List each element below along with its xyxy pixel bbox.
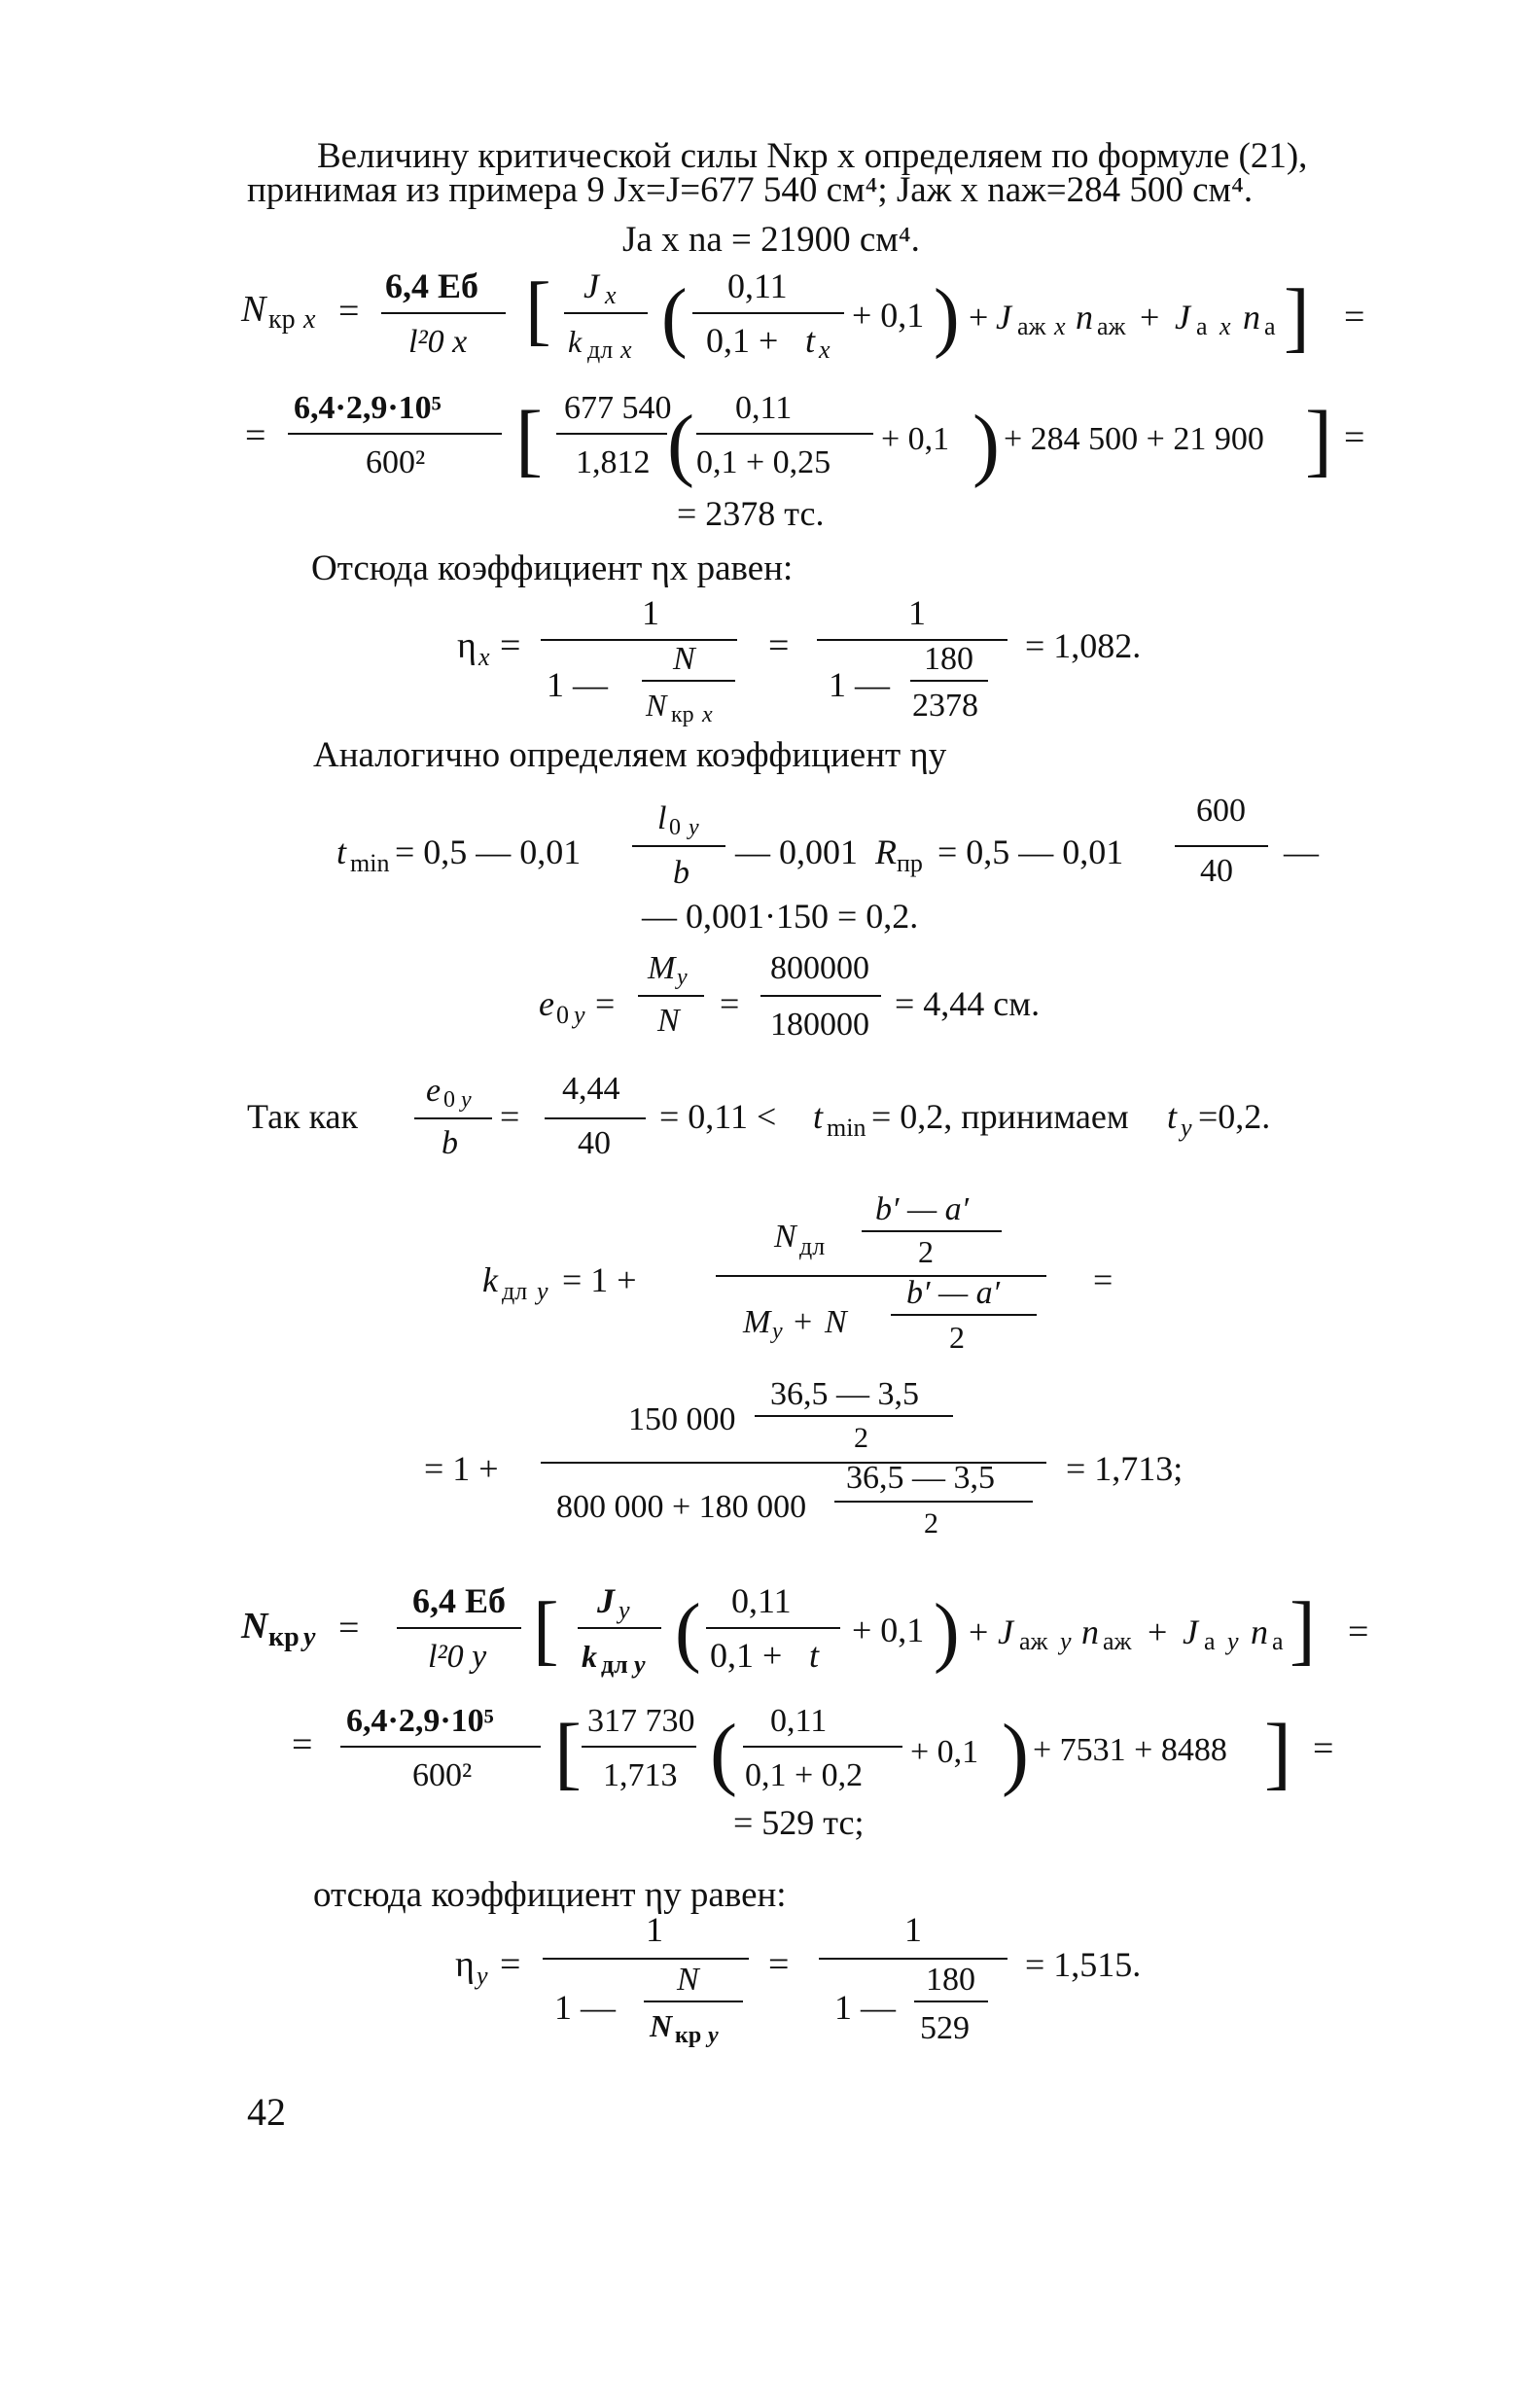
svg-text:=: = (720, 984, 740, 1023)
svg-text:600²: 600² (412, 1757, 473, 1793)
text-line-otsyuda-y: отсюда коэффициент ηy равен: (313, 1875, 787, 1915)
svg-text:x: x (1054, 312, 1066, 340)
svg-text:y: y (634, 1650, 646, 1679)
svg-text:+ 0,1: + 0,1 (881, 421, 950, 457)
svg-text:+: + (794, 1304, 813, 1340)
svg-text:N: N (241, 1606, 268, 1647)
svg-text:0,11: 0,11 (735, 390, 793, 426)
svg-text:= 0,2, принимаем: = 0,2, принимаем (871, 1097, 1129, 1136)
svg-text:кр: кр (671, 702, 694, 727)
nkry-num: 6,4 Eб (412, 1581, 507, 1620)
svg-text:а: а (1196, 312, 1208, 340)
svg-text:—: — (1284, 832, 1319, 871)
svg-text:+: + (1140, 298, 1160, 336)
svg-text:y: y (772, 1319, 783, 1344)
svg-text:J: J (583, 266, 599, 305)
svg-text:t: t (813, 1097, 824, 1136)
svg-text:= 529 тс;: = 529 тс; (733, 1803, 865, 1842)
svg-text:+ 0,1: + 0,1 (852, 296, 925, 335)
svg-text:y: y (689, 815, 699, 840)
svg-text:y: y (1227, 1627, 1239, 1655)
svg-text:N: N (646, 688, 667, 723)
svg-text:1: 1 (642, 593, 659, 632)
svg-text:180: 180 (924, 641, 973, 677)
svg-text:= 1,515.: = 1,515. (1025, 1945, 1142, 1984)
svg-text:0,11: 0,11 (731, 1581, 792, 1620)
svg-text:а: а (1204, 1627, 1216, 1655)
svg-text:=: = (292, 1724, 313, 1765)
svg-text:пр: пр (897, 849, 923, 877)
nkry-den: l²0 y (428, 1639, 487, 1675)
svg-text:=0,2.: =0,2. (1198, 1097, 1271, 1136)
svg-text:+: + (1148, 1612, 1168, 1651)
svg-text:=: = (500, 1097, 520, 1136)
svg-text:= 1 +: = 1 + (562, 1260, 637, 1299)
svg-text:6,4·2,9·10⁵: 6,4·2,9·10⁵ (294, 390, 442, 426)
svg-text:x: x (303, 304, 316, 335)
svg-text:+: + (969, 298, 989, 336)
svg-text:n: n (1243, 298, 1260, 336)
text-line-otsyuda: Отсюда коэффициент ηx равен: (311, 549, 794, 588)
svg-text:0,1 + 0,2: 0,1 + 0,2 (745, 1757, 864, 1793)
svg-text:40: 40 (578, 1125, 611, 1161)
svg-text:e: e (539, 984, 554, 1023)
svg-text:N: N (650, 2008, 673, 2043)
svg-text:дл: дл (799, 1232, 826, 1260)
svg-text:x: x (620, 336, 632, 364)
svg-text:k: k (582, 1639, 597, 1674)
svg-text:0: 0 (556, 1001, 569, 1029)
svg-text:[: [ (525, 267, 551, 353)
svg-text:1: 1 (908, 593, 926, 632)
svg-text:=: = (595, 984, 616, 1023)
svg-text:= 1,082.: = 1,082. (1025, 626, 1142, 665)
formula-etay (455, 1910, 1141, 2048)
svg-text:k: k (568, 324, 583, 359)
svg-text:y: y (537, 1277, 548, 1305)
svg-text:x: x (702, 702, 713, 727)
svg-text:N: N (774, 1219, 796, 1255)
svg-text:=: = (338, 1608, 360, 1648)
svg-text:529: 529 (920, 2010, 970, 2046)
formula-nkrx-values (245, 390, 1364, 533)
svg-text:кр: кр (268, 304, 296, 335)
svg-text:0,11: 0,11 (727, 266, 788, 305)
svg-text:800 000 + 180 000: 800 000 + 180 000 (556, 1489, 807, 1525)
svg-text:N: N (241, 289, 266, 330)
svg-text:M: M (743, 1304, 771, 1340)
svg-text:4,44: 4,44 (562, 1071, 620, 1107)
svg-text:1 —: 1 — (829, 665, 890, 704)
svg-text:аж: аж (1103, 1627, 1132, 1655)
svg-text:дл: дл (587, 336, 614, 364)
svg-text:): ) (1002, 1708, 1029, 1798)
svg-text:=: = (1344, 417, 1365, 458)
formula-etax (457, 593, 1141, 727)
svg-text:x: x (478, 643, 490, 671)
svg-text:= 0,11 <: = 0,11 < (659, 1097, 777, 1136)
svg-text:M: M (648, 950, 676, 986)
svg-text:180000: 180000 (770, 1007, 869, 1043)
svg-text:n: n (1251, 1612, 1268, 1651)
svg-text:кр: кр (675, 2023, 702, 2048)
svg-text:+ 284 500 + 21 900: + 284 500 + 21 900 (1004, 421, 1264, 457)
svg-text:а: а (1264, 312, 1276, 340)
svg-text:): ) (934, 274, 960, 360)
svg-text:J: J (1183, 1612, 1198, 1651)
svg-text:min: min (350, 849, 390, 877)
svg-text:η: η (455, 1944, 475, 1985)
svg-text:x: x (819, 336, 831, 364)
formula-tak-kak (247, 1071, 1270, 1161)
svg-text:2: 2 (854, 1422, 868, 1454)
svg-text:[: [ (533, 1587, 559, 1673)
page-number: 42 (247, 2090, 286, 2134)
svg-text:N: N (673, 641, 695, 677)
svg-text:кр: кр (268, 1622, 300, 1652)
svg-text:y: y (461, 1087, 472, 1113)
svg-text:150 000: 150 000 (628, 1401, 736, 1437)
svg-text:=: = (768, 625, 790, 666)
svg-text:(: ( (675, 1589, 701, 1675)
svg-text:y: y (477, 1962, 488, 1990)
svg-text:t: t (336, 832, 347, 871)
svg-text:аж: аж (1017, 312, 1046, 340)
svg-text:+ 0,1: + 0,1 (910, 1734, 979, 1770)
svg-text:e: e (426, 1073, 442, 1109)
formula-tmin (336, 793, 1320, 936)
svg-text:y: y (1060, 1627, 1072, 1655)
svg-text:]: ] (1264, 1708, 1291, 1798)
svg-text:дл: дл (502, 1277, 528, 1305)
svg-text:— 0,001: — 0,001 (735, 832, 858, 871)
svg-text:=: = (1344, 297, 1365, 337)
svg-text:t: t (805, 321, 816, 360)
text-line-2: принимая из примера 9 Jx=J=677 540 см⁴; Jаж x nаж=284 500 см⁴. (247, 170, 1254, 210)
svg-text:=: = (500, 625, 521, 666)
svg-text:x: x (605, 281, 617, 309)
svg-text:(: ( (710, 1708, 737, 1798)
svg-text:0,1 + 0,25: 0,1 + 0,25 (696, 444, 831, 480)
svg-text:дл: дл (601, 1650, 628, 1679)
svg-text:+: + (969, 1612, 989, 1651)
svg-text:+ 0,1: + 0,1 (852, 1611, 925, 1649)
svg-text:J: J (998, 1612, 1013, 1651)
formula-nkrx (240, 266, 1364, 364)
formula-e0y (539, 950, 1040, 1043)
svg-text:[: [ (515, 395, 543, 485)
formula-kdly (482, 1191, 1113, 1355)
svg-text:Так как: Так как (247, 1097, 358, 1136)
svg-text:36,5 — 3,5: 36,5 — 3,5 (846, 1460, 995, 1496)
svg-text:]: ] (1284, 274, 1310, 360)
svg-text:R: R (875, 832, 897, 871)
svg-text:2: 2 (918, 1234, 934, 1269)
svg-text:2: 2 (924, 1507, 938, 1540)
svg-text:1 —: 1 — (554, 1988, 616, 2027)
svg-text:N: N (677, 1962, 699, 1998)
svg-text:1: 1 (646, 1910, 663, 1949)
svg-text:J: J (996, 298, 1011, 336)
svg-text:η: η (457, 625, 477, 666)
svg-text:= 0,5 — 0,01: = 0,5 — 0,01 (937, 832, 1124, 871)
svg-text:0: 0 (443, 1087, 455, 1113)
svg-text:1 —: 1 — (834, 1988, 896, 2027)
svg-text:аж: аж (1097, 312, 1126, 340)
svg-text:b: b (673, 855, 689, 891)
formula-nkry (240, 1581, 1368, 1679)
formula-nkry-values (292, 1703, 1333, 1842)
svg-text:y: y (619, 1596, 630, 1624)
svg-text:1: 1 (904, 1910, 922, 1949)
svg-text:(: ( (661, 274, 688, 360)
svg-text:n: n (1081, 1612, 1099, 1651)
formula-kdly-values (424, 1376, 1183, 1540)
svg-text:l: l (657, 800, 667, 836)
svg-text:2378: 2378 (912, 688, 978, 724)
svg-text:[: [ (554, 1708, 582, 1798)
svg-text:= 1 +: = 1 + (424, 1449, 499, 1488)
svg-text:600²: 600² (366, 444, 426, 480)
svg-text:= 4,44 см.: = 4,44 см. (895, 984, 1041, 1023)
nkrx-den: l²0 x (408, 324, 468, 360)
svg-text:= 2378 тс.: = 2378 тс. (677, 494, 825, 533)
nkrx-num: 6,4 Eб (385, 266, 479, 305)
svg-text:b′ — a′: b′ — a′ (875, 1191, 970, 1227)
svg-text:40: 40 (1200, 853, 1233, 889)
svg-text:1 —: 1 — (547, 665, 608, 704)
svg-text:0,1 +: 0,1 + (710, 1636, 783, 1675)
svg-text:=: = (500, 1944, 521, 1985)
svg-text:y: y (677, 965, 688, 990)
svg-text:J: J (1175, 298, 1190, 336)
svg-text:+ 7531 + 8488: + 7531 + 8488 (1033, 1732, 1227, 1768)
svg-text:0,11: 0,11 (770, 1703, 828, 1739)
svg-text:n: n (1076, 298, 1093, 336)
svg-text:= 1,713;: = 1,713; (1066, 1449, 1184, 1488)
svg-text:6,4·2,9·10⁵: 6,4·2,9·10⁵ (346, 1703, 494, 1739)
svg-text:аж: аж (1019, 1627, 1048, 1655)
svg-text:800000: 800000 (770, 950, 869, 986)
svg-text:а: а (1272, 1627, 1284, 1655)
svg-text:=: = (245, 415, 266, 456)
svg-text:N: N (657, 1003, 680, 1039)
svg-text:): ) (934, 1589, 960, 1675)
svg-text:=: = (1348, 1611, 1369, 1652)
svg-text:N: N (825, 1304, 847, 1340)
svg-text:317 730: 317 730 (587, 1703, 695, 1739)
svg-text:36,5 — 3,5: 36,5 — 3,5 (770, 1376, 919, 1412)
svg-text:x: x (1220, 312, 1231, 340)
svg-text:): ) (972, 399, 1000, 489)
svg-text:0: 0 (669, 815, 681, 840)
svg-text:(: ( (667, 399, 694, 489)
svg-text:y: y (708, 2023, 719, 2048)
text-line-3: Ja x na = 21900 см⁴. (622, 220, 920, 260)
svg-text:2: 2 (949, 1320, 965, 1355)
svg-text:t: t (809, 1636, 820, 1675)
svg-text:— 0,001·150 = 0,2.: — 0,001·150 = 0,2. (642, 897, 919, 936)
svg-text:J: J (597, 1581, 615, 1620)
svg-text:t: t (1167, 1097, 1178, 1136)
svg-text:0,1 +: 0,1 + (706, 321, 779, 360)
svg-text:]: ] (1305, 395, 1332, 485)
svg-text:= 0,5 — 0,01: = 0,5 — 0,01 (395, 832, 582, 871)
svg-text:=: = (338, 291, 360, 332)
svg-text:y: y (303, 1622, 316, 1652)
text-line-analog: Аналогично определяем коэффициент ηy (313, 735, 947, 775)
svg-text:b′ — a′: b′ — a′ (906, 1275, 1001, 1311)
svg-text:y: y (574, 1001, 585, 1029)
svg-text:]: ] (1290, 1587, 1316, 1673)
svg-text:=: = (1313, 1728, 1334, 1769)
svg-text:1,812: 1,812 (576, 444, 651, 480)
svg-text:180: 180 (926, 1962, 975, 1998)
svg-text:677 540: 677 540 (564, 390, 672, 426)
svg-text:b: b (442, 1125, 458, 1161)
svg-text:600: 600 (1196, 793, 1246, 829)
svg-text:y: y (1181, 1114, 1192, 1142)
svg-text:=: = (768, 1944, 790, 1985)
svg-text:=: = (1093, 1260, 1113, 1299)
svg-text:1,713: 1,713 (603, 1757, 678, 1793)
svg-text:k: k (482, 1260, 498, 1299)
text-line-1: Величину критической силы Nкр x определяем по формуле (21), (317, 136, 1308, 176)
svg-text:min: min (827, 1114, 866, 1142)
